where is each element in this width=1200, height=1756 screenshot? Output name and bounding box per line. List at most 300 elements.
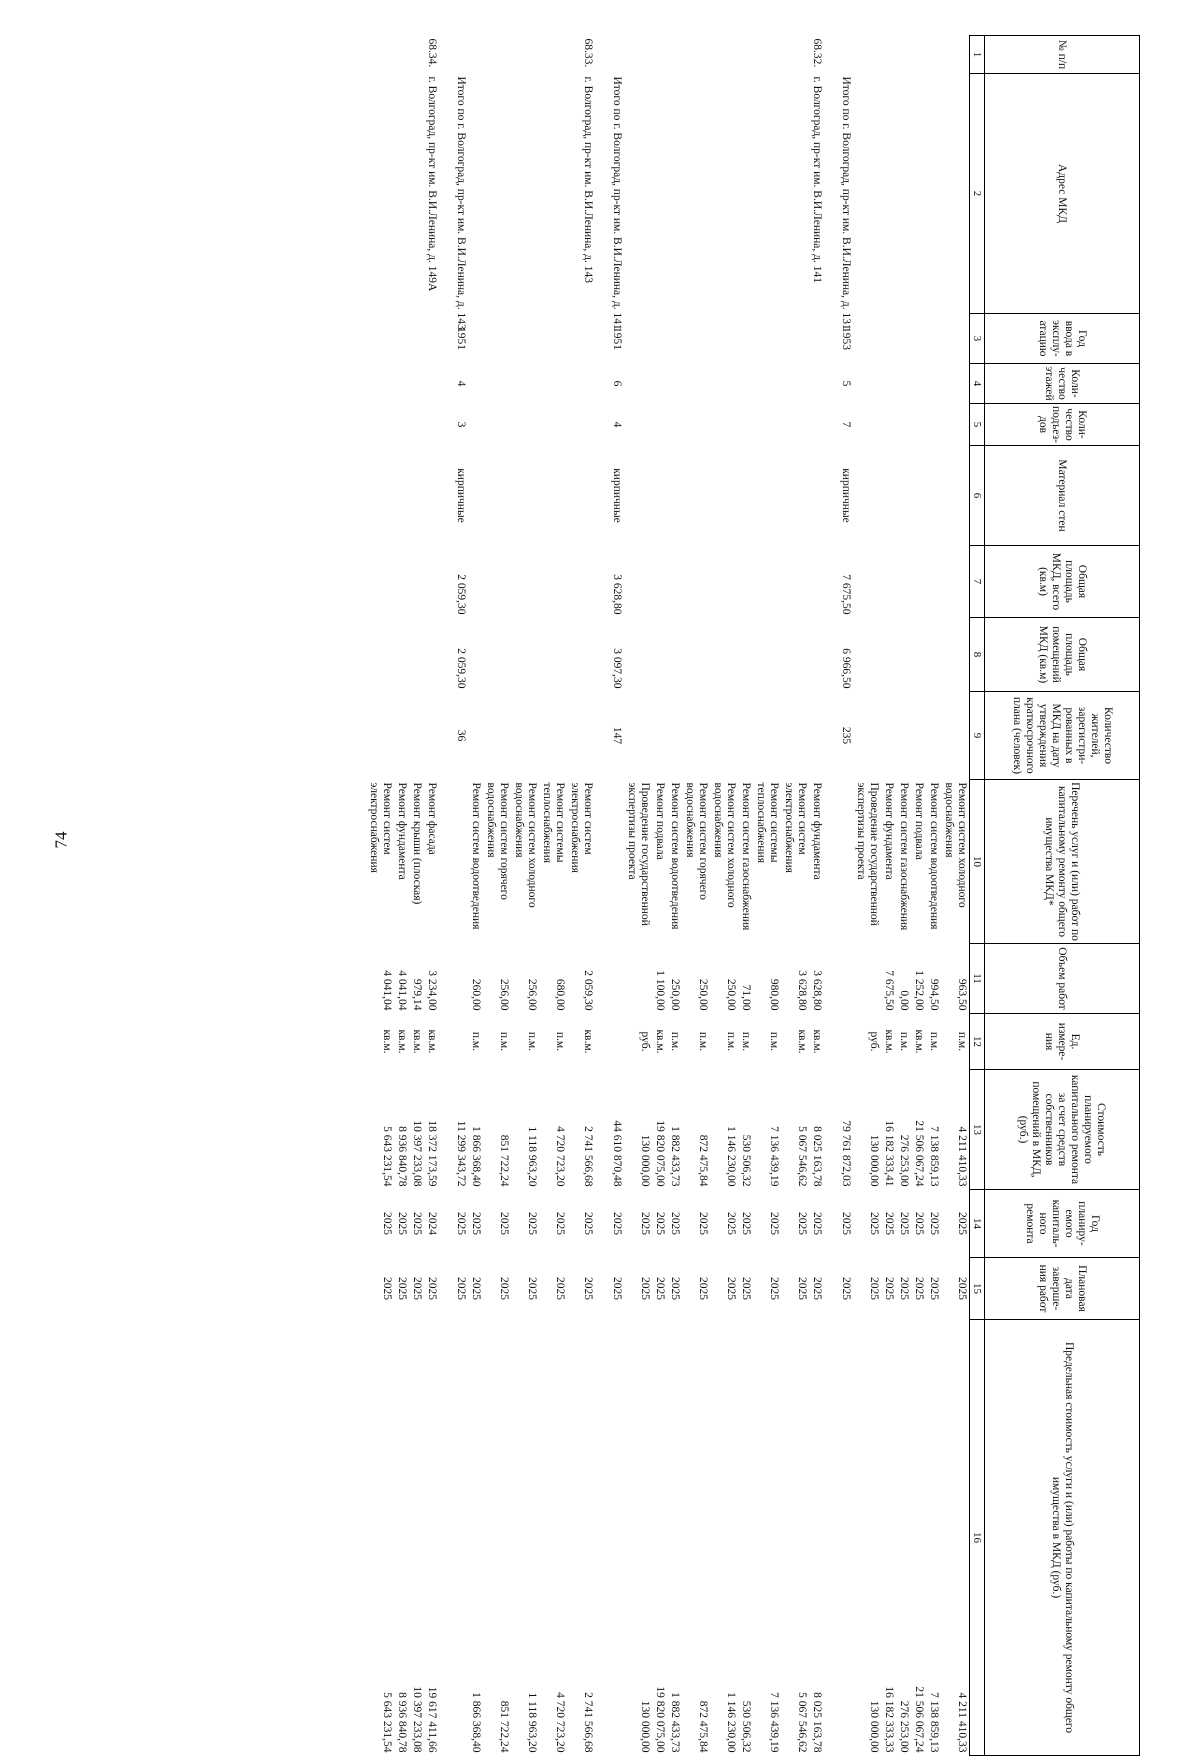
cell-col-16 xyxy=(453,1320,468,1756)
cell-col-9 xyxy=(781,692,809,780)
cell-col-6 xyxy=(781,446,809,546)
cell-col-13: 2 741 566,68 xyxy=(582,1126,594,1187)
column-header-12: Ед. измере-ния xyxy=(985,1014,1140,1070)
cell-col-10 xyxy=(453,780,468,944)
cell-col-7 xyxy=(941,546,970,618)
cell-col-6 xyxy=(539,446,567,546)
cell-col-14: 2025 xyxy=(455,1212,467,1235)
cell-col-15: 2025 xyxy=(396,1277,408,1300)
column-header-15: Плановая дата заверше-ния работ xyxy=(985,1258,1140,1320)
cell-col-6 xyxy=(511,446,539,546)
cell-col-11: 0,00 xyxy=(898,990,910,1011)
cell-col-13: 4 211 410,33 xyxy=(956,1126,968,1187)
cell-col-11: 994,50 xyxy=(928,978,940,1011)
cell-col-2: г. Волгоград, пр-кт им. В.И.Ленина, д. 149А xyxy=(426,76,438,292)
cell-col-6: кирпичные xyxy=(840,468,852,523)
cell-col-15: 2025 xyxy=(811,1277,823,1300)
cell-col-3: 1951 xyxy=(455,327,467,350)
cell-col-2 xyxy=(409,74,424,314)
cell-col-7 xyxy=(652,546,667,618)
cell-col-8 xyxy=(539,618,567,692)
cell-col-6 xyxy=(468,446,483,546)
cell-col-1 xyxy=(753,36,781,74)
cell-col-12: кв.м. xyxy=(654,1029,666,1054)
cell-col-1 xyxy=(539,36,567,74)
cell-col-8 xyxy=(738,618,753,692)
cell-col-15: 2025 xyxy=(611,1277,623,1300)
cell-col-8: 2 059,30 xyxy=(455,648,467,689)
cell-col-5 xyxy=(853,404,881,446)
cell-col-4 xyxy=(881,364,896,404)
table-row xyxy=(667,36,682,1756)
cell-col-4 xyxy=(366,364,394,404)
cell-col-2 xyxy=(468,74,483,314)
cell-col-15: 2025 xyxy=(381,1277,393,1300)
cell-col-14: 2025 xyxy=(639,1212,651,1235)
cell-col-4 xyxy=(809,364,824,404)
cell-col-9 xyxy=(926,692,941,780)
cell-col-13: 7 136 439,19 xyxy=(768,1126,780,1187)
cell-col-5: 7 xyxy=(840,421,852,428)
cell-col-9 xyxy=(511,692,539,780)
cell-col-6 xyxy=(853,446,881,546)
cell-col-14: 2025 xyxy=(470,1212,482,1235)
column-header-6: Материал стен xyxy=(985,446,1140,546)
column-header-9: Количество жителей, зарегистри-рованных в МКД на дату утверждения краткосрочного плана (человек) xyxy=(985,692,1140,780)
cell-col-5 xyxy=(424,404,439,446)
cell-col-16: 1 882 433,73 xyxy=(669,1692,681,1753)
cell-col-14: 2025 xyxy=(796,1212,808,1235)
cell-col-16 xyxy=(838,1320,853,1756)
cell-col-13: 130 000,00 xyxy=(868,1134,880,1187)
cell-col-11: 680,00 xyxy=(554,978,566,1011)
cell-col-6 xyxy=(809,446,824,546)
cell-col-5 xyxy=(753,404,781,446)
spacer-cell xyxy=(439,36,453,1756)
cell-col-9 xyxy=(424,692,439,780)
cell-col-11: 980,00 xyxy=(768,978,780,1011)
cell-col-2 xyxy=(896,74,911,314)
cell-col-1 xyxy=(881,36,896,74)
cell-col-13: 7 138 859,13 xyxy=(928,1126,940,1187)
cell-col-3: 1951 xyxy=(611,327,623,350)
table-row xyxy=(710,36,738,1756)
cell-col-12: п.м. xyxy=(697,1031,709,1052)
cell-col-5 xyxy=(366,404,394,446)
cell-col-13: 1 146 230,00 xyxy=(725,1126,737,1187)
cell-col-11: 256,00 xyxy=(526,978,538,1011)
cell-col-10: Ремонт систем водоотведения xyxy=(470,782,482,930)
cell-col-13: 21 506 067,24 xyxy=(913,1120,925,1187)
cell-col-4: 4 xyxy=(455,380,467,387)
page-number: 74 xyxy=(51,831,70,849)
table-row xyxy=(394,36,409,1756)
cell-col-8 xyxy=(881,618,896,692)
cell-col-11 xyxy=(838,944,853,1014)
cell-col-16: 21 506 067,24 xyxy=(913,1686,925,1753)
table-row xyxy=(624,36,652,1756)
cell-col-5: 4 xyxy=(611,421,623,428)
column-number-1: 1 xyxy=(970,36,985,74)
cell-col-11: 71,00 xyxy=(740,984,752,1011)
cell-col-7: 7 675,50 xyxy=(840,574,852,615)
cell-col-7 xyxy=(567,546,595,618)
cell-col-13: 44 610 870,48 xyxy=(611,1120,623,1187)
cell-col-2 xyxy=(682,74,710,314)
cell-col-14: 2025 xyxy=(811,1212,823,1235)
cell-col-12: п.м. xyxy=(470,1031,482,1052)
cell-col-1 xyxy=(911,36,926,74)
cell-col-9 xyxy=(468,692,483,780)
cell-col-15: 2025 xyxy=(928,1277,940,1300)
cell-col-2 xyxy=(926,74,941,314)
cell-col-8: 6 966,50 xyxy=(840,648,852,689)
total-row xyxy=(609,36,624,1756)
cell-col-1 xyxy=(366,36,394,74)
cell-col-8 xyxy=(682,618,710,692)
cell-col-9: 235 xyxy=(840,726,852,745)
cell-col-9 xyxy=(710,692,738,780)
cell-col-5 xyxy=(881,404,896,446)
cell-col-5 xyxy=(941,404,970,446)
cell-col-14: 2025 xyxy=(740,1212,752,1235)
cell-col-1: 68.33. xyxy=(582,38,594,68)
cell-col-1 xyxy=(609,36,624,74)
cell-col-10 xyxy=(609,780,624,944)
cell-col-14: 2024 xyxy=(426,1212,438,1235)
cell-col-12 xyxy=(838,1014,853,1070)
cell-col-13: 8 936 840,78 xyxy=(396,1126,408,1187)
column-header-14: Год планиру-емого капиталь-ного ремонта xyxy=(985,1190,1140,1258)
total-row xyxy=(453,36,468,1756)
cell-col-8 xyxy=(424,618,439,692)
cell-col-13: 4 720 723,20 xyxy=(554,1126,566,1187)
cell-col-5 xyxy=(468,404,483,446)
cell-col-8 xyxy=(483,618,511,692)
cell-col-6 xyxy=(567,446,595,546)
cell-col-11 xyxy=(453,944,468,1014)
column-number-7: 7 xyxy=(970,546,985,618)
cell-col-12: кв.м. xyxy=(811,1029,823,1054)
cell-col-2: г. Волгоград, пр-кт им. В.И.Ленина, д. 141 xyxy=(811,76,823,284)
cell-col-3 xyxy=(941,314,970,364)
cell-col-16: 19 617 411,66 xyxy=(426,1686,438,1753)
cell-col-4 xyxy=(738,364,753,404)
column-header-11: Объем работ xyxy=(985,944,1140,1014)
column-number-16: 16 xyxy=(970,1320,985,1756)
cell-col-3 xyxy=(682,314,710,364)
cell-col-10: Ремонт фундамента xyxy=(811,782,823,880)
cell-col-7 xyxy=(881,546,896,618)
cell-col-6 xyxy=(394,446,409,546)
cell-col-13: 11 299 343,72 xyxy=(455,1120,467,1187)
cell-col-13: 276 253,00 xyxy=(898,1134,910,1187)
cell-col-1 xyxy=(667,36,682,74)
cell-col-1 xyxy=(624,36,652,74)
spacer-row xyxy=(439,36,453,1756)
cell-col-10: Ремонт системы теплоснабжения xyxy=(541,782,566,863)
cell-col-13: 1 882 433,73 xyxy=(669,1126,681,1187)
cell-col-4 xyxy=(896,364,911,404)
column-number-8: 8 xyxy=(970,618,985,692)
cell-col-3 xyxy=(624,314,652,364)
cell-col-3 xyxy=(424,314,439,364)
cell-col-8 xyxy=(394,618,409,692)
cell-col-16: 4 720 723,20 xyxy=(554,1692,566,1753)
cell-col-15: 2025 xyxy=(426,1277,438,1300)
cell-col-4 xyxy=(781,364,809,404)
cell-col-2 xyxy=(483,74,511,314)
cell-col-16: 1 866 368,40 xyxy=(470,1692,482,1753)
cell-col-11: 3 628,80 xyxy=(811,970,823,1011)
cell-col-3 xyxy=(738,314,753,364)
cell-col-15: 2025 xyxy=(697,1277,709,1300)
cell-col-11: 256,00 xyxy=(498,978,510,1011)
cell-col-5 xyxy=(781,404,809,446)
cell-col-3 xyxy=(539,314,567,364)
cell-col-6 xyxy=(424,446,439,546)
cell-col-14: 2025 xyxy=(928,1212,940,1235)
cell-col-15: 2025 xyxy=(913,1277,925,1300)
cell-col-5: 3 xyxy=(455,421,467,428)
cell-col-10: Ремонт крыши (плоская) xyxy=(411,782,423,905)
cell-col-9 xyxy=(483,692,511,780)
cell-col-9 xyxy=(911,692,926,780)
cell-col-2 xyxy=(366,74,394,314)
cell-col-14: 2025 xyxy=(868,1212,880,1235)
cell-col-1 xyxy=(453,36,468,74)
cell-col-1 xyxy=(781,36,809,74)
cell-col-13: 10 397 233,08 xyxy=(411,1120,423,1187)
cell-col-4 xyxy=(652,364,667,404)
cell-col-8 xyxy=(366,618,394,692)
spacer-cell xyxy=(595,36,609,1756)
cell-col-11: 250,00 xyxy=(725,978,737,1011)
cell-col-8 xyxy=(926,618,941,692)
cell-col-3 xyxy=(468,314,483,364)
cell-col-15: 2025 xyxy=(868,1277,880,1300)
cell-col-9 xyxy=(624,692,652,780)
cell-col-1 xyxy=(511,36,539,74)
column-number-13: 13 xyxy=(970,1070,985,1190)
cell-col-7 xyxy=(394,546,409,618)
cell-col-12: кв.м. xyxy=(411,1029,423,1054)
cell-col-3 xyxy=(781,314,809,364)
cell-col-13: 18 372 173,59 xyxy=(426,1120,438,1187)
cell-col-6 xyxy=(753,446,781,546)
cell-col-8 xyxy=(468,618,483,692)
column-number-row xyxy=(970,36,985,1756)
cell-col-7: 3 628,80 xyxy=(611,574,623,615)
cell-col-11: 7 675,50 xyxy=(883,970,895,1011)
cell-col-5 xyxy=(911,404,926,446)
cell-col-9 xyxy=(567,692,595,780)
column-header-4: Коли-чество этажей xyxy=(985,364,1140,404)
cell-col-1 xyxy=(710,36,738,74)
cell-col-16: 7 136 439,19 xyxy=(768,1692,780,1753)
cell-col-10: Ремонт систем водоотведения xyxy=(669,782,681,930)
cell-col-4 xyxy=(624,364,652,404)
cell-col-16: 5 643 231,54 xyxy=(381,1692,393,1753)
table-row xyxy=(511,36,539,1756)
cell-col-5 xyxy=(710,404,738,446)
cell-col-9 xyxy=(753,692,781,780)
cell-col-9 xyxy=(394,692,409,780)
cell-col-3 xyxy=(652,314,667,364)
cell-col-15: 2025 xyxy=(654,1277,666,1300)
cell-col-14: 2025 xyxy=(840,1212,852,1235)
cell-col-12: кв.м. xyxy=(396,1029,408,1054)
cell-col-12: п.м. xyxy=(898,1031,910,1052)
cell-col-1: 68.32. xyxy=(811,38,823,68)
cell-col-6: кирпичные xyxy=(455,468,467,523)
cell-col-7 xyxy=(624,546,652,618)
cell-col-11: 1 252,00 xyxy=(913,970,925,1011)
cell-col-4 xyxy=(483,364,511,404)
cell-col-6 xyxy=(896,446,911,546)
cell-col-4 xyxy=(511,364,539,404)
column-number-12: 12 xyxy=(970,1014,985,1070)
cell-col-16: 530 506,32 xyxy=(740,1700,752,1753)
cell-col-3 xyxy=(409,314,424,364)
cell-col-8 xyxy=(624,618,652,692)
cell-col-2 xyxy=(652,74,667,314)
cell-col-11: 250,00 xyxy=(697,978,709,1011)
column-number-6: 6 xyxy=(970,446,985,546)
table-row xyxy=(652,36,667,1756)
cell-col-3 xyxy=(667,314,682,364)
cell-col-5 xyxy=(394,404,409,446)
cell-col-14: 2025 xyxy=(411,1212,423,1235)
cell-col-4 xyxy=(911,364,926,404)
cell-col-10: Ремонт системы теплоснабжения xyxy=(755,782,780,863)
cell-col-10: Ремонт систем электроснабжения xyxy=(569,782,594,873)
cell-col-6 xyxy=(624,446,652,546)
cell-col-9 xyxy=(366,692,394,780)
cell-col-9: 147 xyxy=(611,726,623,745)
cell-col-9 xyxy=(667,692,682,780)
cell-col-6 xyxy=(926,446,941,546)
cell-col-6 xyxy=(652,446,667,546)
table-row xyxy=(853,36,881,1756)
cell-col-4: 5 xyxy=(840,380,852,387)
cell-col-7 xyxy=(809,546,824,618)
cell-col-14: 2025 xyxy=(883,1212,895,1235)
cell-col-14: 2025 xyxy=(697,1212,709,1235)
cell-col-16: 8 936 840,78 xyxy=(396,1692,408,1753)
cell-col-12: кв.м. xyxy=(381,1029,393,1054)
cell-col-7: 2 059,30 xyxy=(455,574,467,615)
cell-col-14: 2025 xyxy=(654,1212,666,1235)
table-row xyxy=(781,36,809,1756)
cell-col-11: 963,50 xyxy=(956,978,968,1011)
cell-col-6 xyxy=(483,446,511,546)
cell-col-4 xyxy=(853,364,881,404)
cell-col-4 xyxy=(424,364,439,404)
spacer-row xyxy=(595,36,609,1756)
cell-col-9 xyxy=(409,692,424,780)
cell-col-4: 6 xyxy=(611,380,623,387)
total-row xyxy=(838,36,853,1756)
cell-col-7 xyxy=(896,546,911,618)
cell-col-4 xyxy=(682,364,710,404)
cell-col-2 xyxy=(539,74,567,314)
cell-col-7 xyxy=(682,546,710,618)
cell-col-15: 2025 xyxy=(582,1277,594,1300)
cell-col-11: 250,00 xyxy=(669,978,681,1011)
cell-col-9 xyxy=(539,692,567,780)
cell-col-15: 2025 xyxy=(470,1277,482,1300)
cell-col-1 xyxy=(682,36,710,74)
cell-col-8 xyxy=(911,618,926,692)
cell-col-7 xyxy=(753,546,781,618)
cell-col-10: Ремонт подвала xyxy=(654,782,666,860)
cell-col-8: 3 097,30 xyxy=(611,648,623,689)
cell-col-11: 4 041,04 xyxy=(381,970,393,1011)
cell-col-12: кв.м. xyxy=(796,1029,808,1054)
cell-col-10: Ремонт систем газоснабжения xyxy=(898,782,910,931)
cell-col-12: п.м. xyxy=(740,1031,752,1052)
spacer-cell xyxy=(824,36,838,1756)
cell-col-5 xyxy=(409,404,424,446)
cell-col-15: 2025 xyxy=(956,1277,968,1300)
cell-col-16 xyxy=(609,1320,624,1756)
cell-col-5 xyxy=(483,404,511,446)
cell-col-14: 2025 xyxy=(956,1212,968,1235)
cell-col-2 xyxy=(753,74,781,314)
cell-col-9 xyxy=(809,692,824,780)
cell-col-5 xyxy=(809,404,824,446)
cell-col-15: 2025 xyxy=(898,1277,910,1300)
cell-col-2 xyxy=(511,74,539,314)
table-row xyxy=(896,36,911,1756)
cell-col-15: 2025 xyxy=(554,1277,566,1300)
table-row xyxy=(809,36,824,1756)
column-number-4: 4 xyxy=(970,364,985,404)
cell-col-15: 2025 xyxy=(796,1277,808,1300)
cell-col-12: п.м. xyxy=(554,1031,566,1052)
cell-col-16: 2 741 566,68 xyxy=(582,1692,594,1753)
table-body xyxy=(366,36,970,1756)
cell-col-8 xyxy=(511,618,539,692)
cell-col-4 xyxy=(567,364,595,404)
cell-col-7 xyxy=(667,546,682,618)
cell-col-7 xyxy=(911,546,926,618)
cell-col-12: кв.м. xyxy=(913,1029,925,1054)
cell-col-1 xyxy=(896,36,911,74)
header-row xyxy=(985,36,1140,1756)
cell-col-5 xyxy=(511,404,539,446)
cell-col-4 xyxy=(539,364,567,404)
rotated-page xyxy=(50,35,1140,1753)
cell-col-6 xyxy=(911,446,926,546)
cell-col-3 xyxy=(753,314,781,364)
cell-col-8 xyxy=(896,618,911,692)
cell-col-14: 2025 xyxy=(669,1212,681,1235)
table-row xyxy=(738,36,753,1756)
cell-col-11: 1 100,00 xyxy=(654,970,666,1011)
cell-col-1 xyxy=(941,36,970,74)
cell-col-7 xyxy=(468,546,483,618)
cell-col-11 xyxy=(624,944,652,1014)
cell-col-15: 2025 xyxy=(883,1277,895,1300)
cell-col-11: 4 041,04 xyxy=(396,970,408,1011)
cell-col-14: 2025 xyxy=(611,1212,623,1235)
cell-col-7 xyxy=(738,546,753,618)
cell-col-15: 2025 xyxy=(411,1277,423,1300)
cell-col-13: 16 182 333,41 xyxy=(883,1120,895,1187)
cell-col-15: 2025 xyxy=(639,1277,651,1300)
